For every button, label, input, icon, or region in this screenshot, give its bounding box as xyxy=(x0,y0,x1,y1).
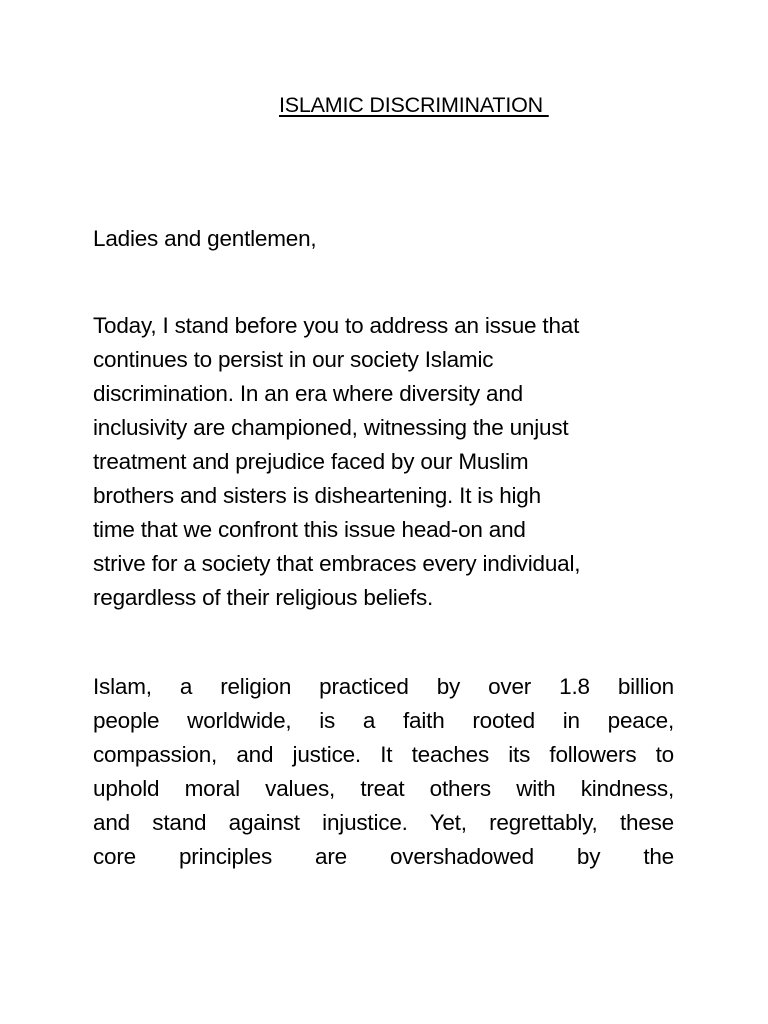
document-title: ISLAMIC DISCRIMINATION xyxy=(279,93,549,117)
paragraph-2-line: people worldwide, is a faith rooted in peace, xyxy=(93,708,674,733)
paragraph-1-line: discrimination. In an era where diversity and xyxy=(93,381,523,406)
paragraph-1-line: time that we confront this issue head-on and xyxy=(93,517,526,542)
paragraph-1-line: brothers and sisters is disheartening. It is high xyxy=(93,483,541,508)
paragraph-1-line: treatment and prejudice faced by our Muslim xyxy=(93,449,529,474)
paragraph-2-line: compassion, and justice. It teaches its followers to xyxy=(93,742,674,767)
paragraph-1-line: continues to persist in our society Islamic xyxy=(93,347,494,372)
paragraph-2-line: Islam, a religion practiced by over 1.8 billion xyxy=(93,674,674,699)
paragraph-2 xyxy=(93,670,674,874)
paragraph-2-line: core principles are overshadowed by the xyxy=(93,844,674,869)
paragraph-1 xyxy=(93,309,674,615)
paragraph-1-line: Today, I stand before you to address an issue that xyxy=(93,313,580,338)
salutation: Ladies and gentlemen, xyxy=(93,226,317,251)
paragraph-1-line: regardless of their religious beliefs. xyxy=(93,585,434,610)
paragraph-1-line: inclusivity are championed, witnessing the unjust xyxy=(93,415,569,440)
paragraph-1-line: strive for a society that embraces every individual, xyxy=(93,551,581,576)
paragraph-2-line: uphold moral values, treat others with kindness, xyxy=(93,776,674,801)
paragraph-2-line: and stand against injustice. Yet, regrettably, these xyxy=(93,810,674,835)
